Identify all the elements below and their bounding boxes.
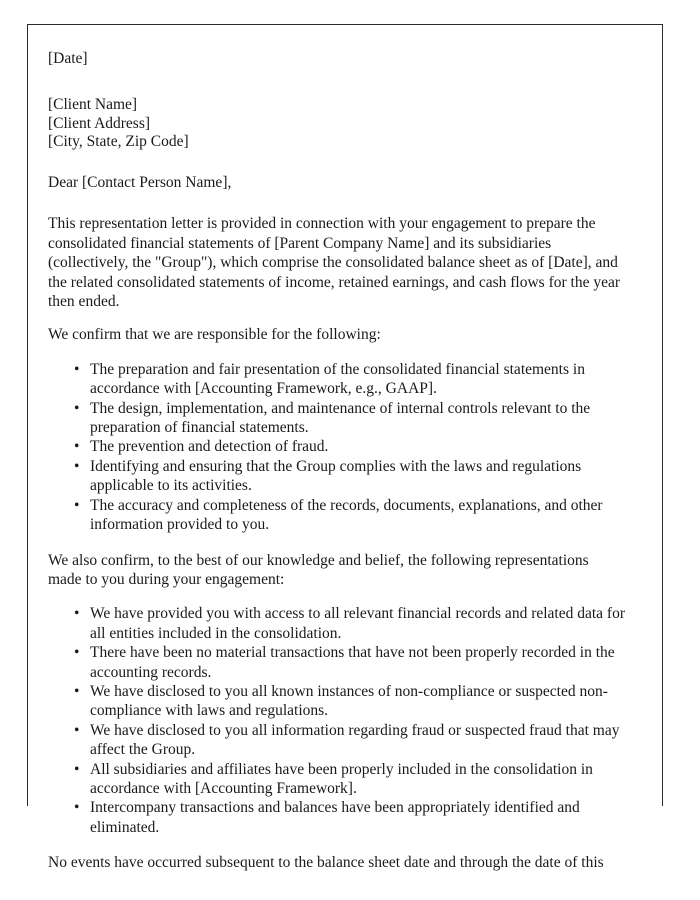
representations-lead: We also confirm, to the best of our knowledge and belief, the following representations made to you during your engagement: bbox=[48, 551, 589, 588]
list-item: • The preparation and fair presentation of the consolidated financial statements in accordance with [Accounting Framework, e.g., GAAP]. bbox=[48, 360, 626, 399]
list-item: • We have disclosed to you all information regarding fraud or suspected fraud that may affect the Group. bbox=[48, 721, 626, 760]
list-item: • The design, implementation, and maintenance of internal controls relevant to the preparation of financial statements. bbox=[48, 399, 626, 438]
list-item: • Identifying and ensuring that the Group complies with the laws and regulations applicable to its activities. bbox=[48, 457, 626, 496]
document-body bbox=[48, 49, 626, 873]
representations-list bbox=[48, 604, 626, 837]
intro-paragraph: This representation letter is provided in connection with your engagement to prepare the consolidated financial statements of [Parent Company Name] and its subsidiaries (collectively, the "Group"), which comprise the consolidated balance sheet as of [Date], and the related consolidated statements of income, retained earnings, and cash flows for the year then ended. bbox=[48, 215, 620, 311]
responsibilities-lead: We confirm that we are responsible for the following: bbox=[48, 326, 381, 344]
list-item: • All subsidiaries and affiliates have been properly included in the consolidation in accordance with [Accounting Framework]. bbox=[48, 760, 626, 799]
list-item: • The accuracy and completeness of the records, documents, explanations, and other information provided to you. bbox=[48, 496, 626, 535]
list-item: • The prevention and detection of fraud. bbox=[48, 437, 626, 456]
recipient-address-block bbox=[48, 96, 626, 151]
responsibilities-list bbox=[48, 360, 626, 535]
list-item: • We have provided you with access to all relevant financial records and related data for all entities included in the consolidation. bbox=[48, 604, 626, 643]
list-item: • There have been no material transactions that have not been properly recorded in the accounting records. bbox=[48, 643, 626, 682]
list-item: • We have disclosed to you all known instances of non-compliance or suspected non-compliance with laws and regulations. bbox=[48, 682, 626, 721]
recipient-address: [Client Address] bbox=[48, 114, 151, 132]
document-page bbox=[27, 24, 663, 872]
salutation: Dear [Contact Person Name], bbox=[48, 174, 232, 192]
list-item: • Intercompany transactions and balances have been appropriately identified and eliminated. bbox=[48, 798, 626, 837]
recipient-name: [Client Name] bbox=[48, 96, 138, 114]
recipient-city-state-zip: [City, State, Zip Code] bbox=[48, 132, 189, 150]
closing-paragraph: No events have occurred subsequent to the balance sheet date and through the date of this bbox=[48, 854, 604, 872]
letter-date: [Date] bbox=[48, 50, 88, 67]
